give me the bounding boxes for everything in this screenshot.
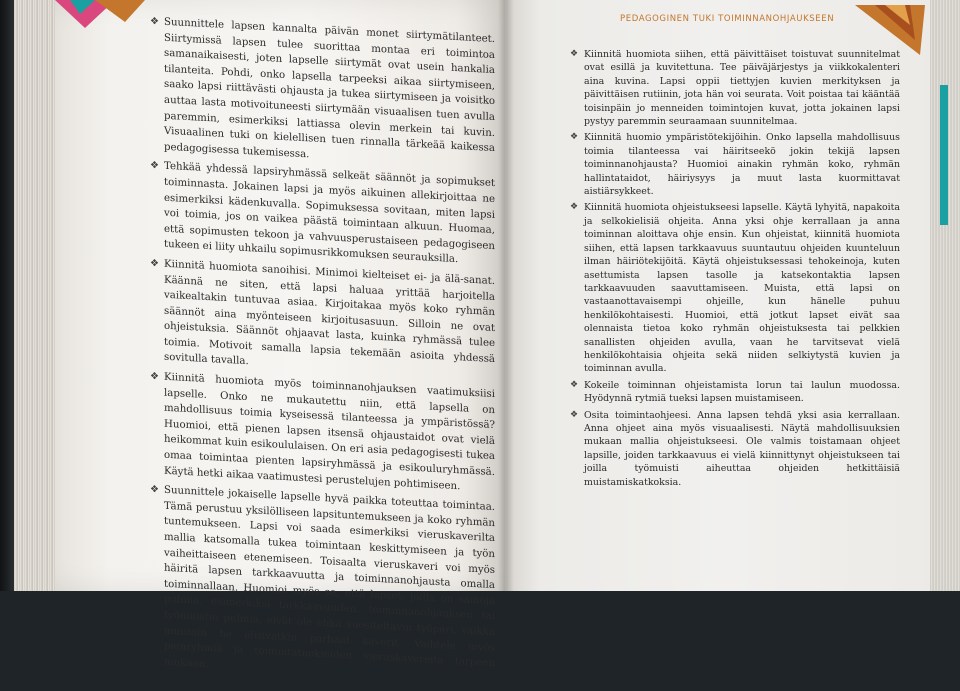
- left-page-paragraph: [150, 14, 495, 172]
- left-page-text: [150, 14, 495, 691]
- right-page-text: [570, 48, 900, 492]
- bullet-icon: ❖: [150, 160, 159, 172]
- left-page-paragraph: [150, 482, 495, 687]
- right-page-paragraph: [570, 409, 900, 489]
- right-page-paragraph: [570, 48, 900, 128]
- right-page-paragraph: [570, 201, 900, 375]
- book-gutter: [498, 0, 514, 591]
- right-edge-teal-stripe: [940, 85, 948, 225]
- left-page-paragraph: [150, 158, 495, 270]
- bullet-icon: ❖: [150, 257, 159, 270]
- left-page-paragraph: [150, 369, 495, 496]
- bullet-icon: ❖: [150, 484, 159, 496]
- running-header: PEDAGOGINEN TUKI TOIMINNANOHJAUKSEEN: [620, 14, 835, 24]
- right-page-paragraph-text: Kiinnitä huomiota siihen, että päivittäiset toistuvat suunnitelmat ovat esillä ja kuvitettuna. Tee päiväjärjestys ja viikkokalenteri aina kuvina. Lapsi oppii tiettyjen kuvien merkityksen ja päivittäisen rutiinin, jota hän voi seurata. Voit poistaa tai kääntää toisinpäin jo menneiden toimintojen kuvat, jotta jokainen lapsi pystyy paremmin seuraamaan suunnitelmaa.: [584, 49, 900, 128]
- right-page-paragraph: [570, 131, 900, 198]
- right-page-paragraph: [570, 379, 900, 406]
- left-corner-decoration: [55, 0, 145, 30]
- left-page-paragraph-text: Suunnittele lapsen kannalta päivän monet siirtymätilanteet. Siirtymissä lapsen tulee suorittaa montaa eri toimintoa samanaikaisesti, joten lapselle siirtymät ovat usein hankalia tilanteita. Pohdi, onko lapsella tarpeeksi aikaa siirtymiseen, saako lapsi riittävästi ohjausta ja tukea siirtymiseen ja voisitko auttaa lasta motivoituneesti siirtymään visuaalisen tuen avulla paremmin, esimerkiksi lattiassa olevin merkein tai kuvin. Visuaalinen tuki on kielellisen tuen rinnalla tärkeää kaikessa pedagogisessa tukemisessa.: [164, 16, 495, 161]
- bullet-icon: ❖: [150, 371, 159, 383]
- bullet-icon: ❖: [570, 132, 579, 143]
- left-page-paragraph: [150, 256, 495, 383]
- right-page-paragraph-text: Kokeile toiminnan ohjeistamista lorun tai laulun muodossa. Hyödynnä rytmiä tueksi lapsen muistamiseen.: [584, 379, 900, 405]
- bullet-icon: ❖: [570, 202, 579, 213]
- left-page-paragraph-text: Tehkää yhdessä lapsiryhmässä selkeät säännöt ja sopimukset toiminnasta. Jokainen lapsi ja myös aikuinen allekirjoittaa ne esimerkiksi kädenkuvalla. Sopimuksessa sovitaan, miten lapsi voi toimia, jos on vaikea päästä toimintaan alkuun. Huomaa, että sopimusten tekoon ja vahvuusperustaiseen pedagogiseen tukeen ei liity uhkailu sopimusrikkomuksen seurauksilla.: [164, 161, 495, 266]
- left-page-paragraph-text: Kiinnitä huomiota sanoihisi. Minimoi kielteiset ei- ja älä-sanat. Käännä ne siten, että lapsi haluaa yrittää harjoitella vaikealtakin tuntuvaa asiaa. Kirjoitakaa myös koko ryhmän säännöt aina myönteiseen kirjoitusasuun. Silloin ne ovat ohjeistuksia. Säännöt ohjaavat lasta, kuinka ryhmässä tulee toimia. Motivoit samalla lapsia tekemään asioita yhdessä sovitulla tavalla.: [164, 258, 495, 368]
- bullet-icon: ❖: [570, 379, 579, 390]
- right-page-paragraph-text: Kiinnitä huomiota ohjeistukseesi lapselle. Käytä lyhyitä, napakoita ja selkokielisiä ohjeita. Anna yksi ohje kerrallaan ja anna toiminnan aloittava ohje ensin. Kun ohjeistat, kiinnitä huomiota siihen, että lapsen tarkkaavuus suuntautuu ohjeiden kuunteluun ilman häiriötekijöitä. Käytä ohjeistuksessasi tehokeinoja, kuten asettumista lapsen tasolle ja katsekontaktia lapsen tarkkaavuuden saavuttamiseen. Muista, että lapsi on vastaanottavaisempi ohjeille, kun hänelle puhuu henkilökohtaisesti. Huomioi, että jotkut lapset eivät saa olennaista tietoa koko ryhmän ohjeistuksesta tai pelkkien sanallisten ohjeiden avulla, vaan he tarvitsevat vielä henkilökohtaisia ohjeita sekä niiden selkiytystä kuvien ja toiminnan avulla.: [584, 202, 900, 375]
- bullet-icon: ❖: [570, 409, 579, 420]
- right-page-paragraph-text: Osita toimintaohjeesi. Anna lapsen tehdä yksi asia kerrallaan. Anna ohjeet aina myös visuaalisesti. Näytä mahdollisuuksien mukaan mallia ohjeistukseesi. Ole valmis toistamaan ohjeet lapsille, joiden tarkkaavuus ei vielä kiinnittynyt ohjeistukseen tai joilla työmuisti aiheuttaa ohjeiden hetkittäisiä muistamiskatkoksia.: [584, 409, 900, 488]
- bullet-icon: ❖: [570, 49, 579, 59]
- left-page-paragraph-text: Kiinnitä huomiota myös toiminnanohjauksen vaatimuksiisi lapselle. Onko ne mukautettu niin, että lapsella on mahdollisuus toimia kyseisessä tilanteessa ja ympäristössä? Huomioi, että pienen lapsen itsensä ohjaustaidot ovat vielä heikommat kuin esikoululaisen. On eri asia pedagogisesti tukea omaa toimintaa pienten lapsiryhmässä ja esikouluryhmässä. Käytä hetki aikaa vaatimustesi perustelujen pohtimiseen.: [164, 371, 495, 492]
- left-page-paragraph-text: Suunnittele jokaiselle lapselle hyvä paikka toteuttaa toimintaa. Tämä perustuu yksilölliseen lapsituntemukseen ja koko ryhmän tuntemukseen. Lapsi voi saada esimerkiksi vieruskaverilta mallia katsomalla tukea toimintaan keskittymiseen ja työn vaiheittaiseen etenemiseen. Toisaalta vieruskaveri voi myös häiritä lapsen tarkkaavuutta ja toiminnanohjausta omalla toiminnallaan. Huomioi myös se, että lapset, joilla on samoja pulmia, esimerkiksi tarkkaavuuden, toiminnanohjauksen tai työmuistin pulmia, eivät ole ehkä suositeltavin työpari, vaikka muutoin he olisivatkin parhaat kaverit. Vaihtele myös pienryhmiä ja toimintatuokioiden vieruskavereita tarpeen mukaan.: [164, 484, 495, 670]
- bullet-icon: ❖: [150, 16, 159, 28]
- right-page-paragraph-text: Kiinnitä huomio ympäristötekijöihin. Onko lapsella mahdollisuus toimia tilanteessa vai häiritseekö jokin tekijä lapsen toiminnanohjausta? Huomioi ainakin ryhmän koko, ryhmän hallintataidot, häiriysyys ja muut lasta kuormittavat aistiärsykkeet.: [584, 132, 900, 198]
